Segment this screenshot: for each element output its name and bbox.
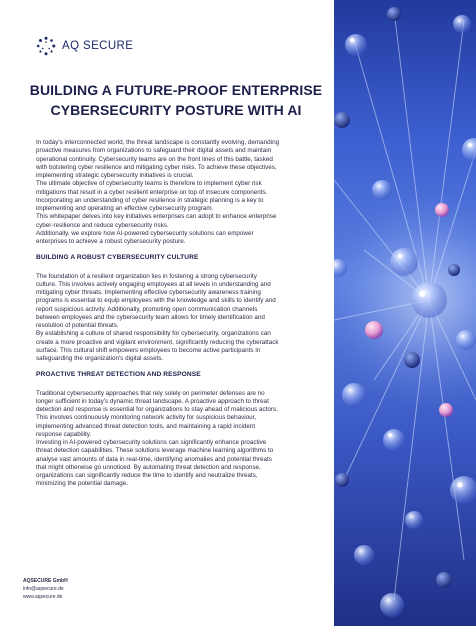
text-line: By establishing a culture of shared responsibility for cybersecurity, organizations can	[36, 330, 271, 338]
text-line: implementing advanced threat detection tools, and maintaining a rapid incident	[36, 422, 256, 430]
text-line: This involves continuously monitoring network activity for suspicious behaviour,	[36, 414, 257, 422]
section-paragraph	[36, 390, 334, 489]
footer-email: info@aqsecure.de	[23, 586, 64, 593]
text-line: The foundation of a resilient organization lies in fostering a strong cybersecurity	[36, 272, 257, 280]
title-line: BUILDING A FUTURE-PROOF ENTERPRISE	[29, 82, 323, 98]
document-body	[36, 139, 334, 489]
text-line: Incorporating an understanding of cyber resilience in strategic planning is a key to	[36, 196, 264, 204]
text-line: between employees and the cybersecurity team allows for timely identification and	[36, 313, 265, 321]
text-line: longer sufficient in today's dynamic threat landscape. A proactive approach to threat	[36, 397, 269, 405]
text-line: organizations can significantly reduce the time to identify and neutralize threats,	[36, 472, 258, 479]
text-line: analyse vast amounts of data in real-time, identifying anomalies and potential threats	[36, 455, 272, 463]
title-line: CYBERSECURITY POSTURE WITH AI	[50, 102, 302, 118]
text-line: Traditional cybersecurity approaches that rely solely on perimeter defenses are no	[36, 389, 265, 397]
text-line: Investing in AI-powered cybersecurity solutions can significantly enhance proactive	[36, 439, 267, 446]
dotted-circle-logo-icon	[36, 36, 56, 56]
text-line: detection and response is essential for organizations to stay ahead of malicious actors.	[36, 406, 278, 413]
text-line: culture. This involves actively engaging employees at all levels in understanding and	[36, 280, 271, 288]
text-line: proactive measures from organizations to safeguard their digital assets and maintain	[36, 147, 272, 155]
footer-website: www.aqsecure.de	[23, 594, 63, 601]
text-line: threat detection capabilities. These solutions leverage machine learning algorithms to	[36, 447, 274, 455]
text-line: mitigations that result in a cyber resilient enterprise on top of insecure components.	[36, 188, 268, 196]
text-line: cyber-resilience and reduce cybersecurity risks.	[36, 221, 169, 229]
brand-logo	[36, 35, 133, 57]
intro-paragraph	[36, 139, 334, 246]
footer-company: AQSECURE GmbH	[23, 578, 68, 584]
section-paragraph	[36, 273, 334, 364]
text-line: Additionally, we explore how AI-powered cybersecurity solutions can empower	[36, 229, 254, 237]
text-line: programs is essential to equip employees with the knowledge and skills to identify and	[36, 297, 276, 305]
abstract-spheres-illustration	[334, 0, 476, 626]
document-title	[18, 80, 334, 120]
text-line: safeguarding the organization's digital assets.	[36, 355, 164, 362]
text-line: with bolstering cyber resilience and mitigating cyber risks. To achieve these objectives,	[36, 163, 277, 171]
text-line: mitigating cyber threats. Implementing effective cybersecurity awareness training	[36, 289, 261, 296]
text-line: resolution of potential threats.	[36, 322, 119, 329]
text-line: operational continuity. Cybersecurity teams are on the front lines of this battle, tasked	[36, 155, 273, 163]
text-line: In today's interconnected world, the threat landscape is constantly evolving, demanding	[36, 139, 280, 146]
footer-contact	[23, 577, 68, 602]
text-line: minimizing the potential damage.	[36, 480, 129, 488]
text-line: surface. This cultural shift empowers employees to become active participants in	[36, 346, 261, 354]
text-line: implementing strategic cybersecurity initiatives is crucial.	[36, 172, 194, 179]
brand-name: AQ SECURE	[62, 40, 134, 52]
text-line: The ultimate objective of cybersecurity teams is therefore to implement cyber risk	[36, 180, 262, 188]
text-line: This whitepaper delves into key initiatives enterprises can adopt to enhance enterprise	[36, 213, 277, 221]
text-line: response capability.	[36, 430, 92, 438]
text-line: create a more proactive and vigilant environment, significantly reducing the cyberattack	[36, 338, 279, 346]
section-heading: BUILDING A ROBUST CYBERSECURITY CULTURE	[36, 254, 199, 262]
text-line: implementing and operating an effective cybersecurity program.	[36, 205, 214, 212]
text-line: report suspicious activity. Additionally, promoting open communication channels	[36, 305, 258, 313]
decorative-image	[334, 0, 476, 626]
text-line: enterprises to achieve a robust cybersecurity posture.	[36, 238, 186, 245]
section-heading: PROACTIVE THREAT DETECTION AND RESPONSE	[36, 371, 201, 379]
text-line: that might otherwise go unnoticed. By automating threat detection and response,	[36, 463, 261, 471]
